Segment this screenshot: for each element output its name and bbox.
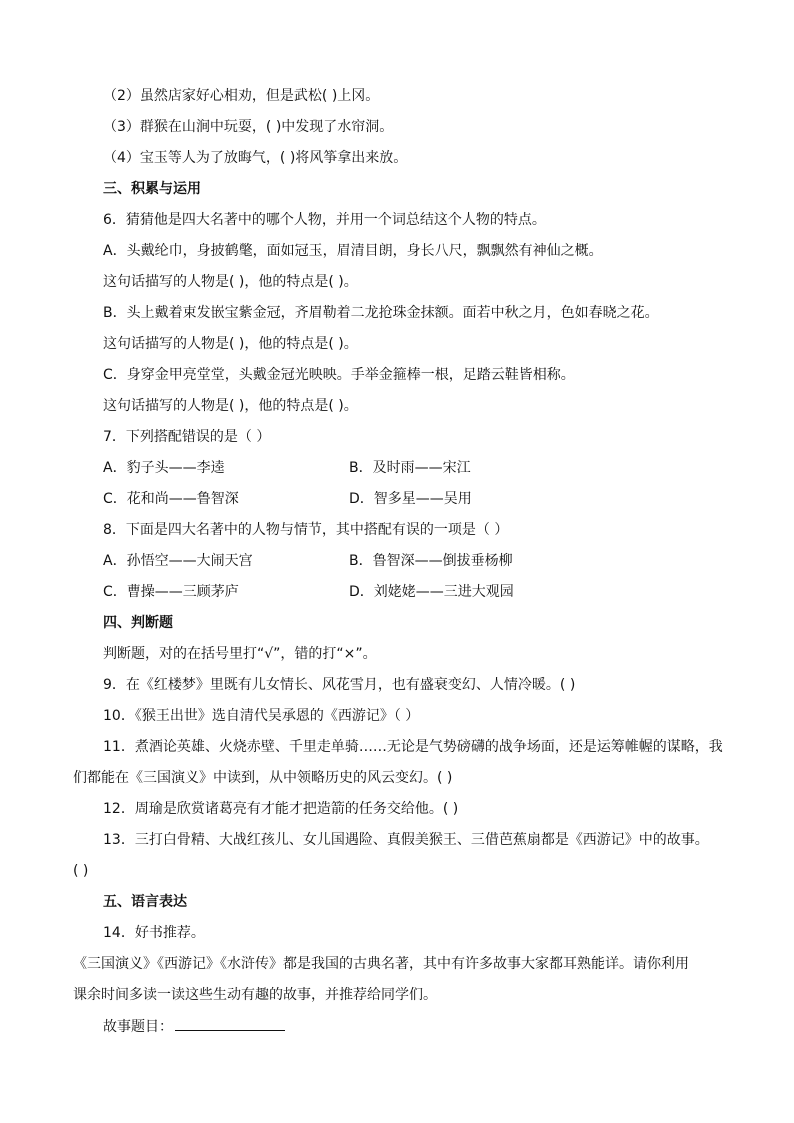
q14-stem: 14．好书推荐。: [103, 925, 205, 941]
q7-option-c: C．花和尚——鲁智深: [103, 491, 239, 507]
q6-option-a: A．头戴纶巾，身披鹤氅，面如冠玉，眉清目朗，身长八尺，飘飘然有神仙之概。: [103, 243, 603, 259]
story-title-row: [103, 1016, 285, 1037]
q14-text-line-2: 课余时间多读一读这些生动有趣的故事，并推荐给同学们。: [73, 987, 437, 1003]
section-3-heading: 三、积累与运用: [103, 181, 201, 197]
q6-a-answer: 这句话描写的人物是( )，他的特点是( )。: [103, 274, 358, 290]
q6-b-answer: 这句话描写的人物是( )，他的特点是( )。: [103, 336, 358, 352]
q6-option-c: C．身穿金甲亮堂堂，头戴金冠光映映。手举金箍棒一根，足踏云鞋皆相称。: [103, 367, 575, 383]
q5-item-3: （3）群猴在山涧中玩耍，( )中发现了水帘洞。: [103, 119, 394, 135]
q13-line-2: ( ): [73, 863, 89, 879]
q8-option-b: B．鲁智深——倒拔垂杨柳: [349, 553, 513, 569]
q5-item-4: （4）宝玉等人为了放晦气，( )将风筝拿出来放。: [103, 150, 408, 166]
story-title-blank[interactable]: [175, 1016, 285, 1031]
q8-option-a: A．孙悟空——大闹天宫: [103, 553, 253, 569]
q11-line-1: 11．煮酒论英雄、火烧赤壁、千里走单骑……无论是气势磅礴的战争场面，还是运筹帷幄的谋略，我: [103, 739, 723, 755]
q6-c-answer: 这句话描写的人物是( )，他的特点是( )。: [103, 398, 358, 414]
q6-option-b: B．头上戴着束发嵌宝紫金冠，齐眉勒着二龙抢珠金抹额。面若中秋之月，色如春晓之花。: [103, 305, 659, 321]
judge-intro: 判断题，对的在括号里打“√”，错的打“×”。: [103, 646, 377, 662]
section-4-heading: 四、判断题: [103, 615, 173, 631]
q13-line-1: 13．三打白骨精、大战红孩儿、女儿国遇险、真假美猴王、三借芭蕉扇都是《西游记》中的故事。: [103, 832, 709, 848]
q7-stem: 7．下列搭配错误的是（ ）: [103, 429, 271, 445]
q12: 12．周瑜是欣赏诸葛亮有才能才把造箭的任务交给他。( ): [103, 801, 459, 817]
q9: 9．在《红楼梦》里既有儿女情长、风花雪月，也有盛衰变幻、人情冷暖。( ): [103, 677, 576, 693]
q8-stem: 8．下面是四大名著中的人物与情节，其中搭配有误的一项是（ ）: [103, 522, 509, 538]
q11-line-2: 们都能在《三国演义》中读到，从中领略历史的风云变幻。( ): [73, 770, 453, 786]
q7-option-a: A．豹子头——李逵: [103, 460, 225, 476]
q7-option-d: D．智多星——吴用: [349, 491, 472, 507]
q10: 10．《猴王出世》选自清代吴承恩的《西游记》（ ）: [103, 708, 420, 724]
q8-option-c: C．曹操——三顾茅庐: [103, 584, 239, 600]
q6-stem: 6．猜猜他是四大名著中的哪个人物，并用一个词总结这个人物的特点。: [103, 212, 546, 228]
section-5-heading: 五、语言表达: [103, 894, 187, 910]
q5-item-2: （2）虽然店家好心相劝，但是武松( )上冈。: [103, 88, 380, 104]
story-title-label: 故事题目：: [103, 1019, 173, 1035]
q14-text-line-1: 《三国演义》《西游记》《水浒传》都是我国的古典名著，其中有许多故事大家都耳熟能详。请你利用: [73, 956, 689, 972]
q7-option-b: B．及时雨——宋江: [349, 460, 471, 476]
q8-option-d: D．刘姥姥——三进大观园: [349, 584, 514, 600]
